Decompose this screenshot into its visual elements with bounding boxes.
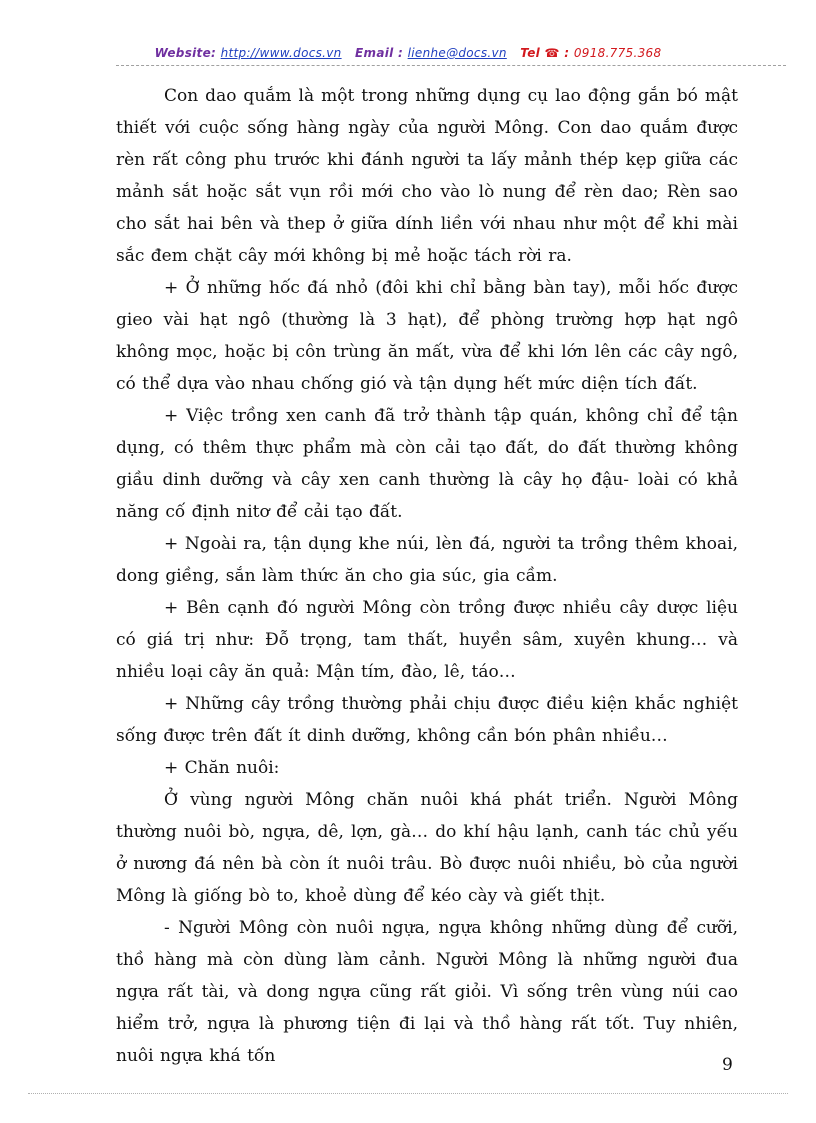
phone-number: 0918.775.368 (573, 46, 662, 60)
phone-label: Tel ☎ : (520, 46, 570, 60)
email-label: Email : (355, 46, 404, 60)
paragraph: + Ở những hốc đá nhỏ (đôi khi chỉ bằng bàn tay), mỗi hốc được gieo vài hạt ngô (thường là 3 hạt), để phòng trường hợp hạt ngô không mọc, hoặc bị côn trùng ăn mất, vừa để khi lớn lên các cây ngô, có thể dựa vào nhau chống gió và tận dụng hết mức diện tích đất. (116, 278, 738, 394)
paragraph: + Bên cạnh đó người Mông còn trồng được nhiều cây dược liệu có giá trị như: Đỗ trọng, tam thất, huyền sâm, xuyên khung… và nhiều loại cây ăn quả: Mận tím, đào, lê, táo… (116, 598, 738, 682)
paragraph: + Chăn nuôi: (164, 758, 280, 778)
paragraph: - Người Mông còn nuôi ngựa, ngựa không những dùng để cưỡi, thồ hàng mà còn dùng làm cảnh. Người Mông là những người đua ngựa rất tài, và dong ngựa cũng rất giỏi. Vì sống trên vùng núi cao hiểm trở, ngựa là phương tiện đi lại và thồ hàng rất tốt. Tuy nhiên, nuôi ngựa khá tốn (116, 918, 738, 1066)
website-link[interactable]: http://www.docs.vn (220, 46, 342, 60)
page-body (116, 80, 738, 1072)
page-number: 9 (722, 1055, 733, 1075)
footer-divider (28, 1093, 788, 1094)
paragraph: Con dao quắm là một trong những dụng cụ lao động gắn bó mật thiết với cuộc sống hàng ngày của người Mông. Con dao quắm được rèn rất công phu trước khi đánh người ta lấy mảnh thép kẹp giữa các mảnh sắt hoặc sắt vụn rồi mới cho vào lò nung để rèn dao; Rèn sao cho sắt hai bên và thep ở giữa dính liền với nhau như một để khi mài sắc đem chặt cây mới không bị mẻ hoặc tách rời ra. (116, 86, 738, 266)
paragraph: + Ngoài ra, tận dụng khe núi, lèn đá, người ta trồng thêm khoai, dong giềng, sắn làm thức ăn cho gia súc, gia cầm. (116, 534, 738, 586)
header-divider (116, 65, 786, 66)
paragraph: Ở vùng người Mông chăn nuôi khá phát triển. Người Mông thường nuôi bò, ngựa, dê, lợn, gà… do khí hậu lạnh, canh tác chủ yếu ở nương đá nên bà còn ít nuôi trâu. Bò được nuôi nhiều, bò của người Mông là giống bò to, khoẻ dùng để kéo cày và giết thịt. (116, 790, 738, 906)
paragraph: + Những cây trồng thường phải chịu được điều kiện khắc nghiệt sống được trên đất ít dinh dưỡng, không cần bón phân nhiều… (116, 694, 738, 746)
paragraph: + Việc trồng xen canh đã trở thành tập quán, không chỉ để tận dụng, có thêm thực phẩm mà còn cải tạo đất, do đất thường không giầu dinh dưỡng và cây xen canh thường là cây họ đậu- loài có khả năng cố định nitơ để cải tạo đất. (116, 406, 738, 522)
email-link[interactable]: lienhe@docs.vn (407, 46, 507, 60)
page-header (0, 46, 816, 60)
website-label: Website: (154, 46, 217, 60)
phone-block (520, 46, 661, 60)
